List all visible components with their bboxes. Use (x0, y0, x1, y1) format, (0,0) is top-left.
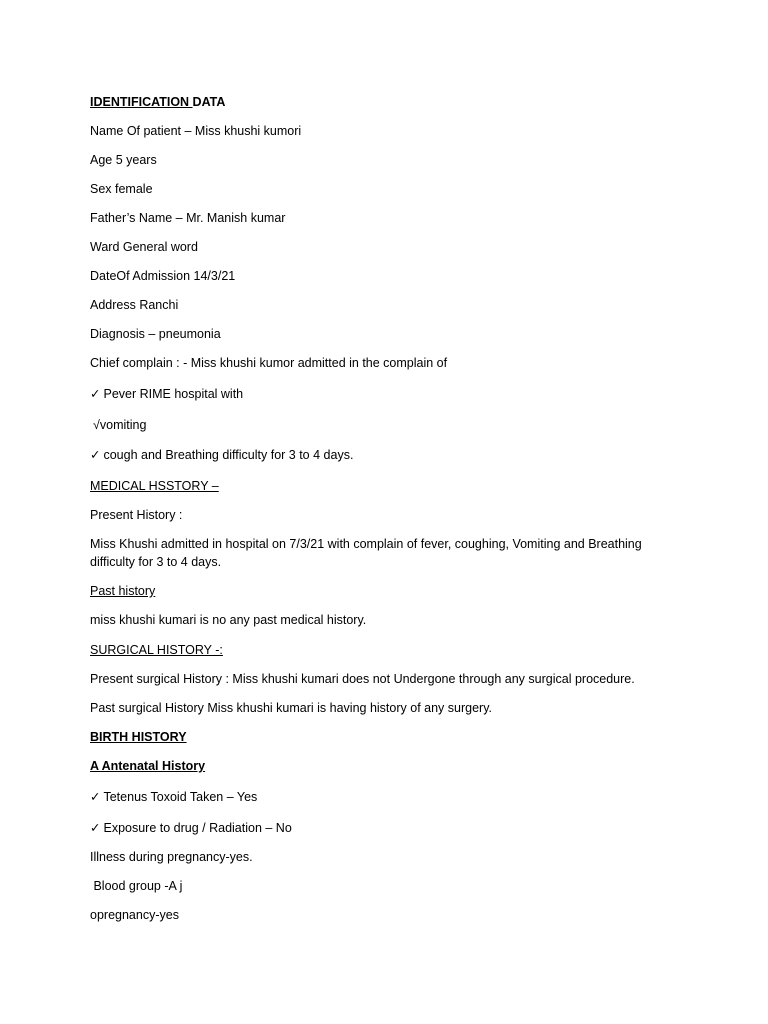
present-history-text-line2: difficulty for 3 to 4 days. (90, 555, 222, 569)
complaint-item-text: cough and Breathing difficulty for 3 to 4 days. (103, 448, 354, 462)
patient-name: Name Of patient – Miss khushi kumori (90, 124, 302, 138)
past-surgical-history: Past surgical History Miss khushi kumari is having history of any surgery. (90, 701, 492, 715)
antenatal-item-text: Exposure to drug / Radiation – No (103, 821, 292, 835)
blood-group: Blood group -A j (90, 879, 183, 893)
identification-heading-underlined: IDENTIFICATION (90, 95, 193, 109)
patient-age: Age 5 years (90, 153, 157, 167)
present-surgical-history: Present surgical History : Miss khushi kumari does not Undergone through any surgical procedure. (90, 672, 635, 686)
check-mark-icon: ✓ (90, 790, 101, 804)
surgical-history-heading: SURGICAL HISTORY -: (90, 643, 223, 657)
present-history-text-line1: Miss Khushi admitted in hospital on 7/3/21 with complain of fever, coughing, Vomiting and Breathing (90, 537, 642, 551)
complaint-item (90, 446, 353, 464)
medical-history-heading: MEDICAL HSSTORY – (90, 479, 219, 493)
past-history-label: Past history (90, 584, 156, 598)
complaint-item (93, 416, 146, 434)
present-history-label: Present History : (90, 508, 183, 522)
check-mark-icon: √ (93, 418, 100, 432)
birth-history-heading: BIRTH HISTORY (90, 730, 187, 744)
admission-date: DateOf Admission 14/3/21 (90, 269, 236, 283)
father-name: Father’s Name – Mr. Manish kumar (90, 211, 286, 225)
ward: Ward General word (90, 240, 198, 254)
past-history-text: miss khushi kumari is no any past medical history. (90, 613, 367, 627)
antenatal-item (90, 788, 257, 806)
illness-during-pregnancy: Illness during pregnancy-yes. (90, 850, 253, 864)
antenatal-item (90, 819, 292, 837)
address: Address Ranchi (90, 298, 179, 312)
patient-sex: Sex female (90, 182, 153, 196)
diagnosis: Diagnosis – pneumonia (90, 327, 221, 341)
check-mark-icon: ✓ (90, 448, 101, 462)
check-mark-icon: ✓ (90, 387, 101, 401)
check-mark-icon: ✓ (90, 821, 101, 835)
chief-complaint: Chief complain : - Miss khushi kumor admitted in the complain of (90, 356, 448, 370)
antenatal-history-heading: A Antenatal History (90, 759, 206, 773)
complaint-item-text: vomiting (99, 418, 147, 432)
complaint-item-text: Pever RIME hospital with (103, 387, 244, 401)
antenatal-item-text: Tetenus Toxoid Taken – Yes (103, 790, 258, 804)
identification-heading (90, 93, 225, 111)
complaint-item (90, 385, 243, 403)
identification-heading-rest: DATA (192, 95, 226, 109)
opregnancy: opregnancy-yes (90, 908, 179, 922)
